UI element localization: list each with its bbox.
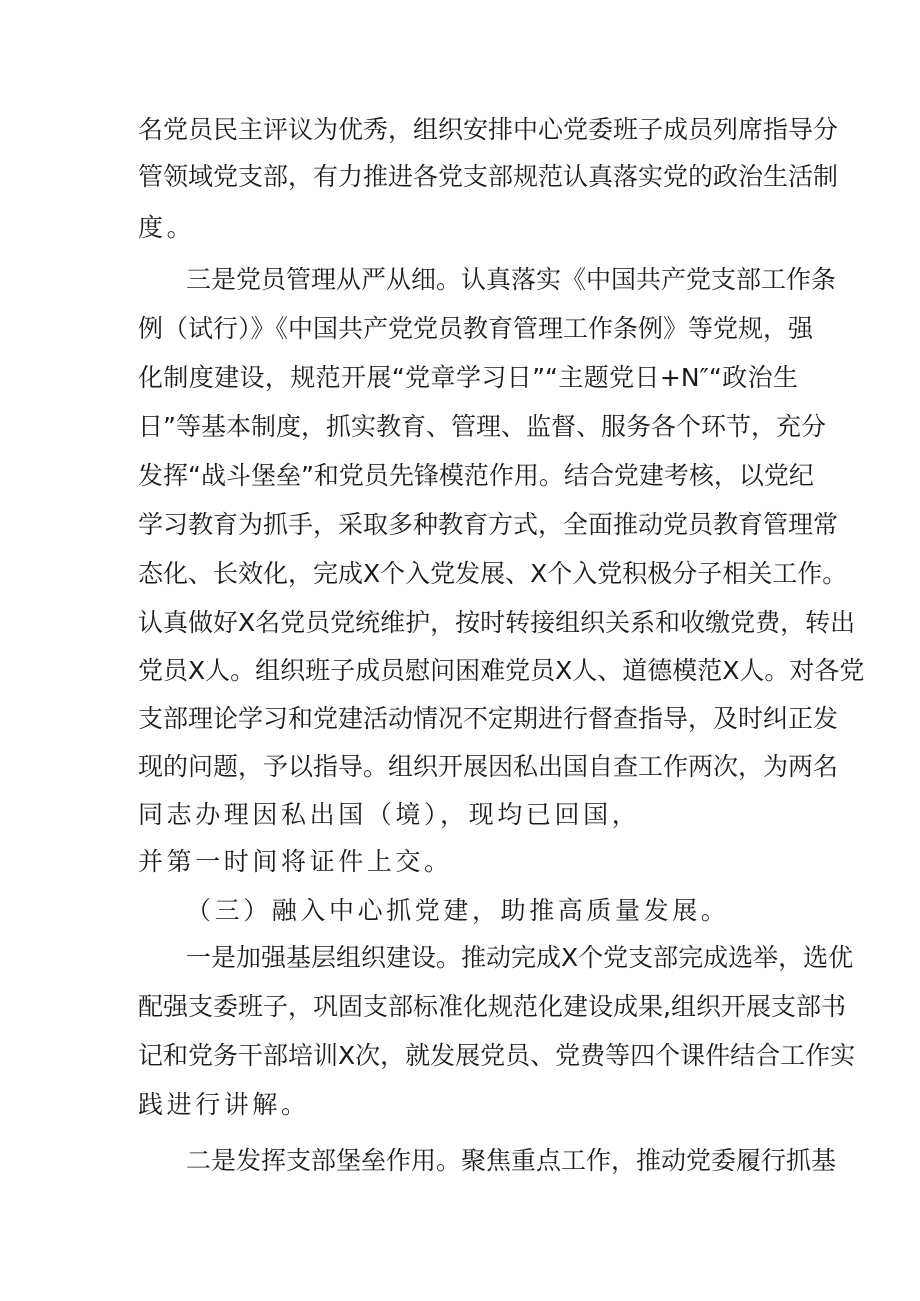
text-line: 现的问题，予以指导。组织开展因私出国自查工作两次，为两名 — [138, 752, 839, 781]
text-line: 学习教育为抓手，采取多种教育方式，全面推动党员教育管理常 — [138, 510, 839, 539]
paragraph-first-line: 一是加强基层组织建设。推动完成X个党支部完成选举，选优 — [186, 943, 854, 972]
text-line: 同志办理因私出国（境），现均已回国， — [138, 800, 641, 829]
paragraph-first-line: 三是党员管理从严从细。认真落实《中国共产党支部工作条 — [186, 265, 837, 294]
text-line: 日”等基本制度，抓实教育、管理、监督、服务各个环节，充分 — [138, 412, 826, 441]
text-line: 管领域党支部，有力推进各党支部规范认真落实党的政治生活制 — [138, 162, 839, 191]
text-line: 记和党务干部培训X次，就发展党员、党费等四个课件结合工作实 — [138, 1041, 856, 1070]
text-line: 践进行讲解。 — [138, 1090, 310, 1119]
text-line: 例（试行）》《中国共产党党员教育管理工作条例》等党规，强 — [138, 314, 814, 343]
text-line: 态化、长效化，完成X个入党发展、X个入党积极分子相关工作。 — [138, 559, 848, 588]
text-line: 认真做好X名党员党统维护，按时转接组织关系和收缴党费，转出 — [138, 608, 856, 637]
text-line: 度。 — [138, 213, 196, 242]
text-line: 名党员民主评议为优秀，组织安排中心党委班子成员列席指导分 — [138, 115, 839, 144]
text-line: 党员X人。组织班子成员慰问困难党员X人、道德模范X人。对各党 — [138, 656, 865, 685]
section-heading: （三）融入中心抓党建，助推高质量发展。 — [186, 896, 730, 925]
text-line: 发挥“战斗堡垒”和党员先锋模范作用。结合党建考核，以党纪 — [138, 461, 814, 490]
text-line: 化制度建设，规范开展“党章学习日”“主题党日+N″“政治生 — [138, 363, 798, 392]
text-line: 配强支委班子，巩固支部标准化规范化建设成果,组织开展支部书 — [138, 992, 846, 1021]
text-line: 支部理论学习和党建活动情况不定期进行督查指导，及时纠正发 — [138, 704, 839, 733]
paragraph-first-line: 二是发挥支部堡垒作用。聚焦重点工作，推动党委履行抓基 — [186, 1146, 837, 1175]
text-line: 并第一时间将证件上交。 — [138, 847, 453, 876]
